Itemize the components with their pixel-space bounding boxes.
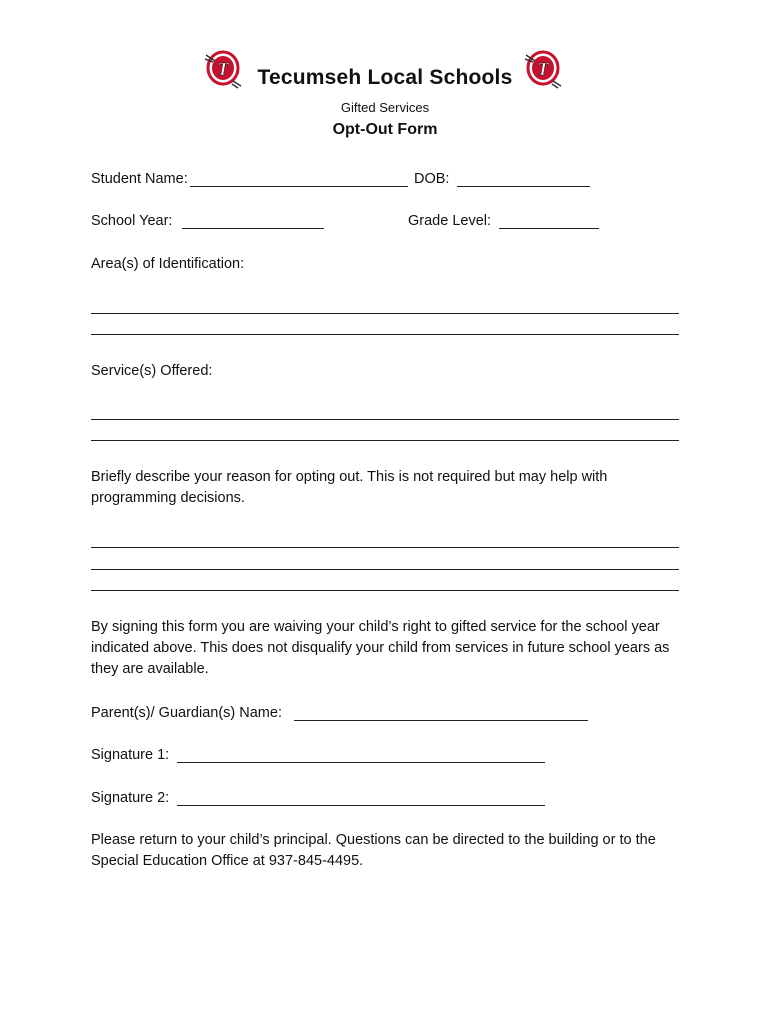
student-name-label: Student Name: xyxy=(91,171,188,187)
areas-line-2[interactable] xyxy=(91,334,679,335)
grade-level-field[interactable] xyxy=(499,228,599,229)
reason-line-1[interactable] xyxy=(91,547,679,548)
services-line-2[interactable] xyxy=(91,440,679,441)
department-name: Gifted Services xyxy=(340,100,430,115)
waiver-text: By signing this form you are waiving your child’s right to gifted service for the school year indicated above. This does not disqualify your child from services in future school years as they are available. xyxy=(91,619,670,677)
dob-field[interactable] xyxy=(457,186,590,187)
form-title: Opt-Out Form xyxy=(332,121,438,138)
reason-line-3[interactable] xyxy=(91,590,679,591)
return-instructions: Please return to your child’s principal. Questions can be directed to the building or to the Special Education Office at 937-845-4495. xyxy=(91,832,656,869)
areas-line-1[interactable] xyxy=(91,313,679,314)
reason-line-2[interactable] xyxy=(91,569,679,570)
services-line-1[interactable] xyxy=(91,419,679,420)
school-name: Tecumseh Local Schools xyxy=(257,66,513,89)
reason-prompt: Briefly describe your reason for opting out. This is not required but may help with programming decisions. xyxy=(91,469,608,506)
school-year-field[interactable] xyxy=(182,228,324,229)
grade-level-label: Grade Level: xyxy=(408,213,492,229)
services-label: Service(s) Offered: xyxy=(91,363,213,379)
parent-name-field[interactable] xyxy=(294,720,588,721)
school-year-label: School Year: xyxy=(91,213,173,229)
signature-2-label: Signature 2: xyxy=(91,790,170,806)
logo-letter: T xyxy=(217,59,229,79)
student-name-field[interactable] xyxy=(190,186,408,187)
parent-name-label: Parent(s)/ Guardian(s) Name: xyxy=(91,705,282,721)
areas-label: Area(s) of Identification: xyxy=(91,256,245,272)
dob-label: DOB: xyxy=(414,171,450,187)
signature-1-label: Signature 1: xyxy=(91,747,170,763)
logo-letter: T xyxy=(537,59,549,79)
signature-1-field[interactable] xyxy=(177,762,545,763)
signature-2-field[interactable] xyxy=(177,805,545,806)
